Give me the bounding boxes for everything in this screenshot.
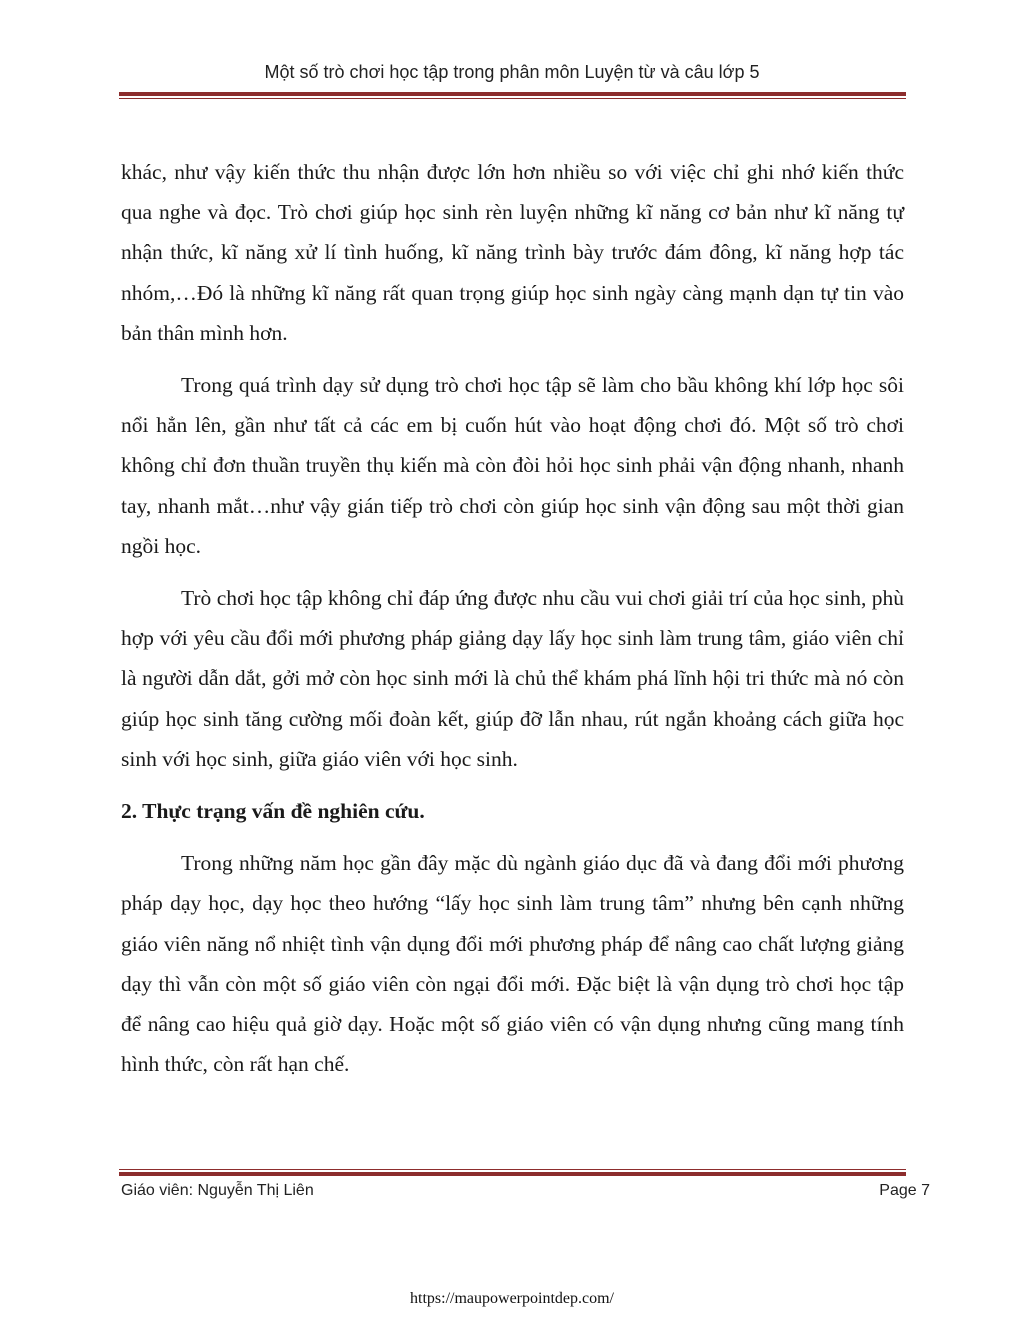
header-divider-thin — [119, 98, 906, 99]
footer-page-number: Page 7 — [879, 1182, 930, 1199]
section-heading: 2. Thực trạng vấn đề nghiên cứu. — [121, 799, 425, 824]
paragraph-learning-games-benefits: Trò chơi học tập không chỉ đáp ứng được nhu cầu vui chơi giải trí của học sinh, phù hợp với yêu cầu đổi mới phương pháp giảng dạy lấy học sinh làm trung tâm, giáo viên chỉ là người dẫn dắt, gởi mở còn học sinh mới là chủ thể khám phá lĩnh hội tri thức mà nó còn giúp học sinh tăng cường mối đoàn kết, giúp đỡ lẫn nhau, rút ngắn khoảng cách giữa học sinh với học sinh, giữa giáo viên với học sinh. — [121, 586, 904, 771]
paragraph-continuation: khác, như vậy kiến thức thu nhận được lớn hơn nhiều so với việc chỉ ghi nhớ kiến thức qua nghe và đọc. Trò chơi giúp học sinh rèn luyện những kĩ năng cơ bản như kĩ năng tự nhận thức, kĩ năng xử lí tình huống, kĩ năng trình bày trước đám đông, kĩ năng hợp tác nhóm,…Đó là những kĩ năng rất quan trọng giúp học sinh ngày càng mạnh dạn tự tin vào bản thân mình hơn. — [121, 160, 904, 345]
footer-divider — [119, 1169, 906, 1176]
document-body — [121, 152, 904, 1096]
paragraph-current-situation: Trong những năm học gần đây mặc dù ngành giáo dục đã và đang đổi mới phương pháp dạy học, dạy học theo hướng “lấy học sinh làm trung tâm” nhưng bên cạnh những giáo viên năng nổ nhiệt tình vận dụng đổi mới phương pháp để nâng cao chất lượng giảng dạy thì vẫn còn một số giáo viên còn ngại đổi mới. Đặc biệt là vận dụng trò chơi học tập để nâng cao hiệu quả giờ dạy. Hoặc một số giáo viên có vận dụng nhưng cũng mang tính hình thức, còn rất hạn chế. — [121, 851, 904, 1077]
paragraph-classroom-atmosphere: Trong quá trình dạy sử dụng trò chơi học tập sẽ làm cho bầu không khí lớp học sôi nổi hẳn lên, gần như tất cả các em bị cuốn hút vào hoạt động chơi đó. Một số trò chơi không chỉ đơn thuần truyền thụ kiến mà còn đòi hỏi học sinh phải vận động nhanh, nhanh tay, nhanh mắt…như vậy gián tiếp trò chơi còn giúp học sinh vận động sau một thời gian ngồi học. — [121, 373, 904, 558]
header-divider-thick — [119, 92, 906, 96]
source-url-link[interactable]: https://maupowerpointdep.com/ — [410, 1290, 614, 1307]
footer-divider-thin — [119, 1169, 906, 1170]
footer-divider-thick — [119, 1172, 906, 1176]
page-header-title: Một số trò chơi học tập trong phân môn Luyện từ và câu lớp 5 — [264, 62, 760, 82]
footer-teacher-name: Giáo viên: Nguyễn Thị Liên — [121, 1182, 314, 1199]
header-divider — [119, 92, 906, 99]
